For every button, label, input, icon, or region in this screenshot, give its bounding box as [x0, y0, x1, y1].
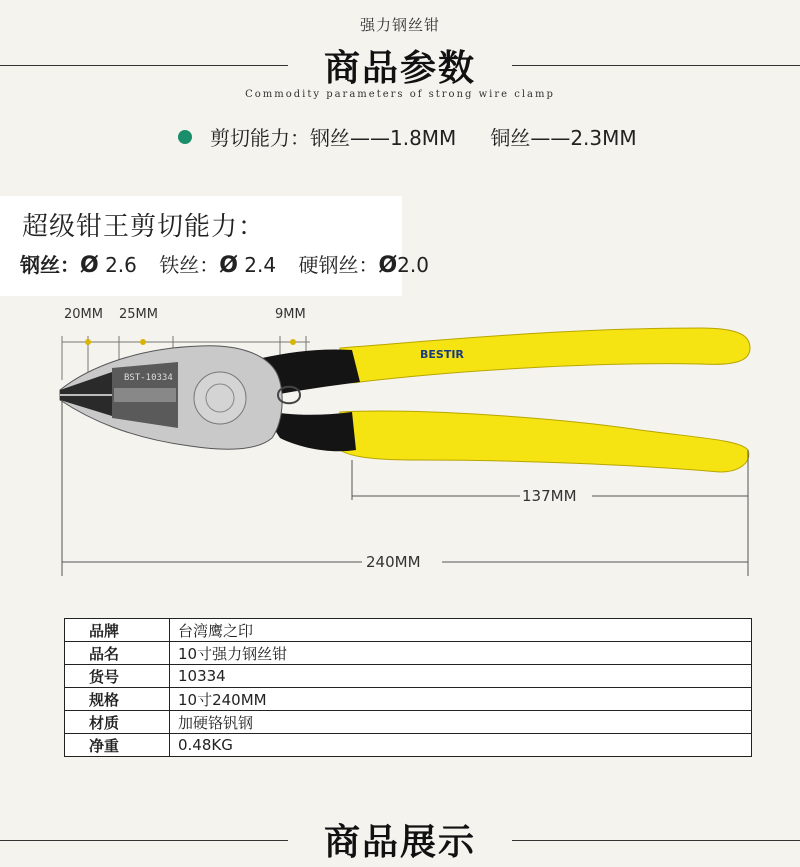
spec-key: 品牌 [65, 619, 170, 642]
table-row [65, 711, 752, 734]
spec-value: 10寸强力钢丝钳 [170, 642, 752, 665]
super-capacity-values [20, 249, 445, 278]
diameter-icon: Ø [80, 253, 99, 278]
diameter-icon: Ø [378, 253, 398, 278]
model-engraving: BST-10334 [124, 373, 173, 383]
dimension-137mm: 137MM [522, 487, 577, 505]
spec-key: 规格 [65, 688, 170, 711]
upper-handle [340, 328, 750, 383]
spec-value: 台湾鹰之印 [170, 619, 752, 642]
table-row [65, 665, 752, 688]
spec-key: 净重 [65, 734, 170, 757]
section-title-params: 商品参数 [323, 48, 476, 89]
pivot-seal [194, 372, 246, 424]
pliers-illustration [0, 300, 800, 590]
capacity-steel: 钢丝：Ø 2.6 [20, 253, 137, 278]
capacity-iron: 铁丝：Ø 2.4 [159, 253, 277, 278]
bullet-dot-icon [178, 130, 192, 144]
capacity-hard-steel: 硬钢丝：Ø2.0 [298, 253, 429, 278]
table-row [65, 734, 752, 757]
spec-key: 材质 [65, 711, 170, 734]
table-row [65, 619, 752, 642]
table-row [65, 688, 752, 711]
spec-key: 货号 [65, 665, 170, 688]
spec-value: 0.48KG [170, 734, 752, 757]
dimension-240mm: 240MM [366, 553, 421, 571]
diameter-icon: Ø [219, 253, 238, 278]
cutting-capacity-line [178, 122, 637, 151]
section-title-showcase: 商品展示 [323, 822, 476, 863]
cutting-item-steel: 钢丝——1.8MM [310, 126, 457, 150]
spec-table [64, 618, 752, 757]
super-capacity-title: 超级钳王剪切能力： [22, 212, 266, 242]
spec-value: 10寸240MM [170, 688, 752, 711]
spec-value: 10334 [170, 665, 752, 688]
english-subtitle: Commodity parameters of strong wire clamp [245, 89, 555, 100]
dimension-9mm: 9MM [275, 307, 306, 322]
dimension-25mm: 25MM [119, 307, 158, 322]
cutting-label: 剪切能力： [210, 126, 310, 150]
table-row [65, 642, 752, 665]
product-subtitle: 强力钢丝钳 [359, 16, 440, 34]
lower-handle [340, 411, 749, 472]
spec-key: 品名 [65, 642, 170, 665]
spec-value: 加硬铬钒钢 [170, 711, 752, 734]
cutting-item-copper: 铜丝——2.3MM [490, 126, 637, 150]
dimension-20mm: 20MM [64, 307, 103, 322]
brand-logo-text: BESTIR [420, 348, 464, 361]
